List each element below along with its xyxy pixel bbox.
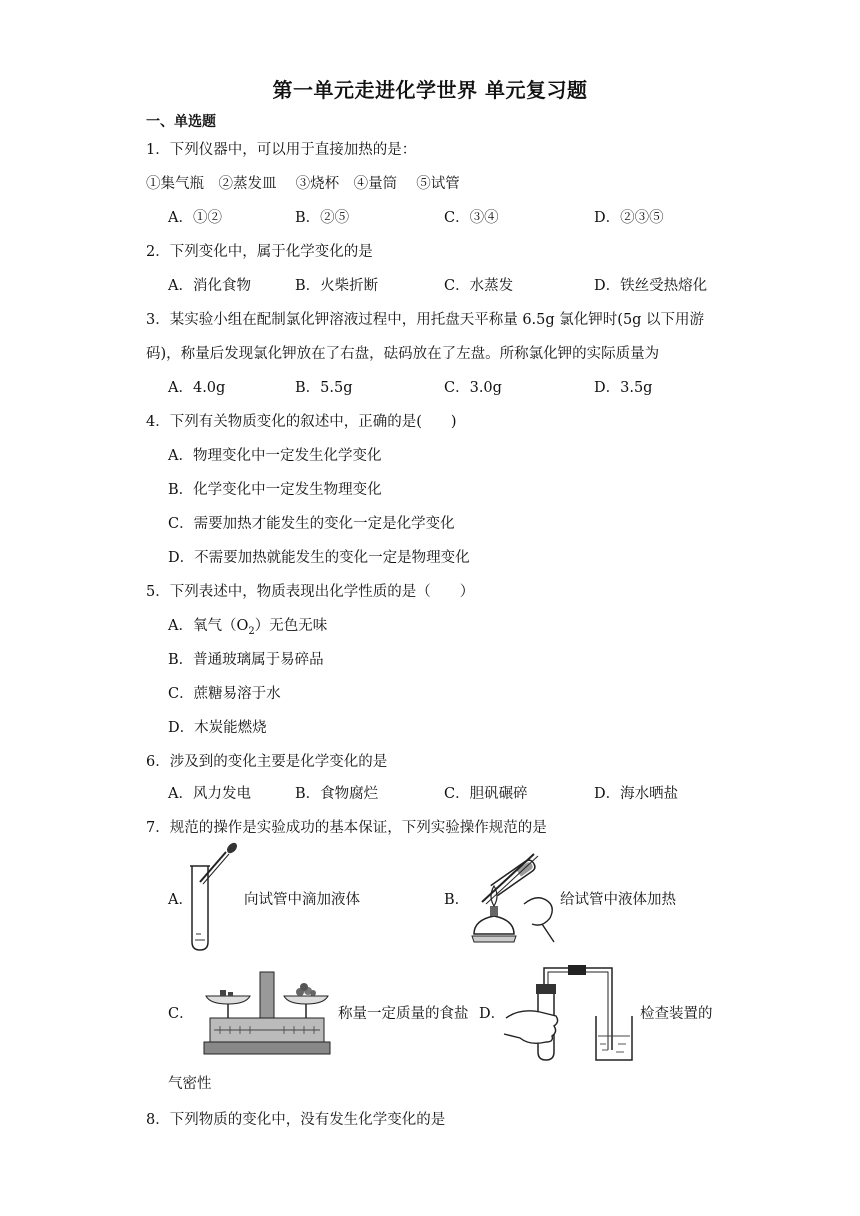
q2-option-c[interactable]: C．水蒸发 <box>444 278 514 294</box>
q6-option-c[interactable]: C．胆矾碾碎 <box>444 786 528 802</box>
q5-stem: 5．下列表述中，物质表现出化学性质的是（ ） <box>146 584 475 600</box>
q4-option-b[interactable]: B．化学变化中一定发生物理变化 <box>168 482 382 498</box>
q3-stem-line1: 3．某实验小组在配制氯化钾溶液过程中，用托盘天平称量 6.5g 氯化钾时(5g 以下用游 <box>146 312 705 328</box>
q3-option-c[interactable]: C．3.0g <box>444 380 502 396</box>
q4-option-a[interactable]: A．物理变化中一定发生化学变化 <box>168 448 382 464</box>
q1-stem: 1．下列仪器中，可以用于直接加热的是： <box>146 142 417 158</box>
q1-option-a[interactable]: A．①② <box>168 210 222 226</box>
q3-option-a[interactable]: A．4.0g <box>168 380 226 396</box>
q7-option-d-letter[interactable]: D． <box>479 1006 506 1022</box>
q6-option-d[interactable]: D．海水晒盐 <box>594 786 679 802</box>
q3-option-d[interactable]: D．3.5g <box>594 380 653 396</box>
q3-stem-line2: 码)，称量后发现氯化钾放在了右盘，砝码放在了左盘。所称氯化钾的实际质量为 <box>146 346 660 362</box>
page-title: 第一单元走进化学世界 单元复习题 <box>272 78 588 102</box>
q5-option-a-pre: A．氧气（O <box>168 618 249 634</box>
q2-option-b[interactable]: B．火柴折断 <box>295 278 379 294</box>
q6-option-b[interactable]: B．食物腐烂 <box>295 786 379 802</box>
q1-option-b[interactable]: B．②⑤ <box>295 210 350 226</box>
dropper-test-tube-figure <box>186 842 242 952</box>
balance-scale-figure <box>200 966 334 1058</box>
q2-stem: 2．下列变化中，属于化学变化的是 <box>146 244 373 260</box>
q5-option-a-sub: 2 <box>248 625 255 637</box>
q7-stem: 7．规范的操作是实验成功的基本保证，下列实验操作规范的是 <box>146 820 547 836</box>
q3-option-b[interactable]: B．5.5g <box>295 380 353 396</box>
q7-option-c-letter[interactable]: C． <box>168 1006 194 1022</box>
q1-option-c[interactable]: C．③④ <box>444 210 499 226</box>
q2-option-a[interactable]: A．消化食物 <box>168 278 251 294</box>
q5-option-a-post: ）无色无味 <box>254 618 328 634</box>
airtightness-apparatus-figure <box>500 962 640 1066</box>
section-heading: 一、单选题 <box>146 114 216 130</box>
q7-option-c-text: 称量一定质量的食盐 <box>338 1006 469 1022</box>
q5-option-a[interactable] <box>168 616 327 642</box>
q6-stem: 6．涉及到的变化主要是化学变化的是 <box>146 754 388 770</box>
q7-option-b-letter[interactable]: B． <box>444 892 470 908</box>
q4-option-d[interactable]: D．不需要加热就能发生的变化一定是物理变化 <box>168 550 470 566</box>
q7-option-a-letter[interactable]: A． <box>168 892 193 908</box>
q7-option-b-text: 给试管中液体加热 <box>560 892 676 908</box>
q4-stem: 4．下列有关物质变化的叙述中，正确的是( ) <box>146 414 457 430</box>
q8-stem: 8．下列物质的变化中，没有发生化学变化的是 <box>146 1112 446 1128</box>
q5-option-c[interactable]: C．蔗糖易溶于水 <box>168 686 281 702</box>
q7-option-d-text-continued: 气密性 <box>168 1076 212 1092</box>
q2-option-d[interactable]: D．铁丝受热熔化 <box>594 278 708 294</box>
q1-items: ①集气瓶 ②蒸发皿 ③烧杯 ④量筒 ⑤试管 <box>146 176 460 192</box>
q7-option-a-text: 向试管中滴加液体 <box>244 892 360 908</box>
q4-option-c[interactable]: C．需要加热才能发生的变化一定是化学变化 <box>168 516 455 532</box>
q6-option-a[interactable]: A．风力发电 <box>168 786 251 802</box>
heating-test-tube-figure <box>464 844 560 948</box>
q7-option-d-text: 检查装置的 <box>640 1006 713 1022</box>
q1-option-d[interactable]: D．②③⑤ <box>594 210 664 226</box>
q5-option-b[interactable]: B．普通玻璃属于易碎品 <box>168 652 324 668</box>
q5-option-d[interactable]: D．木炭能燃烧 <box>168 720 267 736</box>
